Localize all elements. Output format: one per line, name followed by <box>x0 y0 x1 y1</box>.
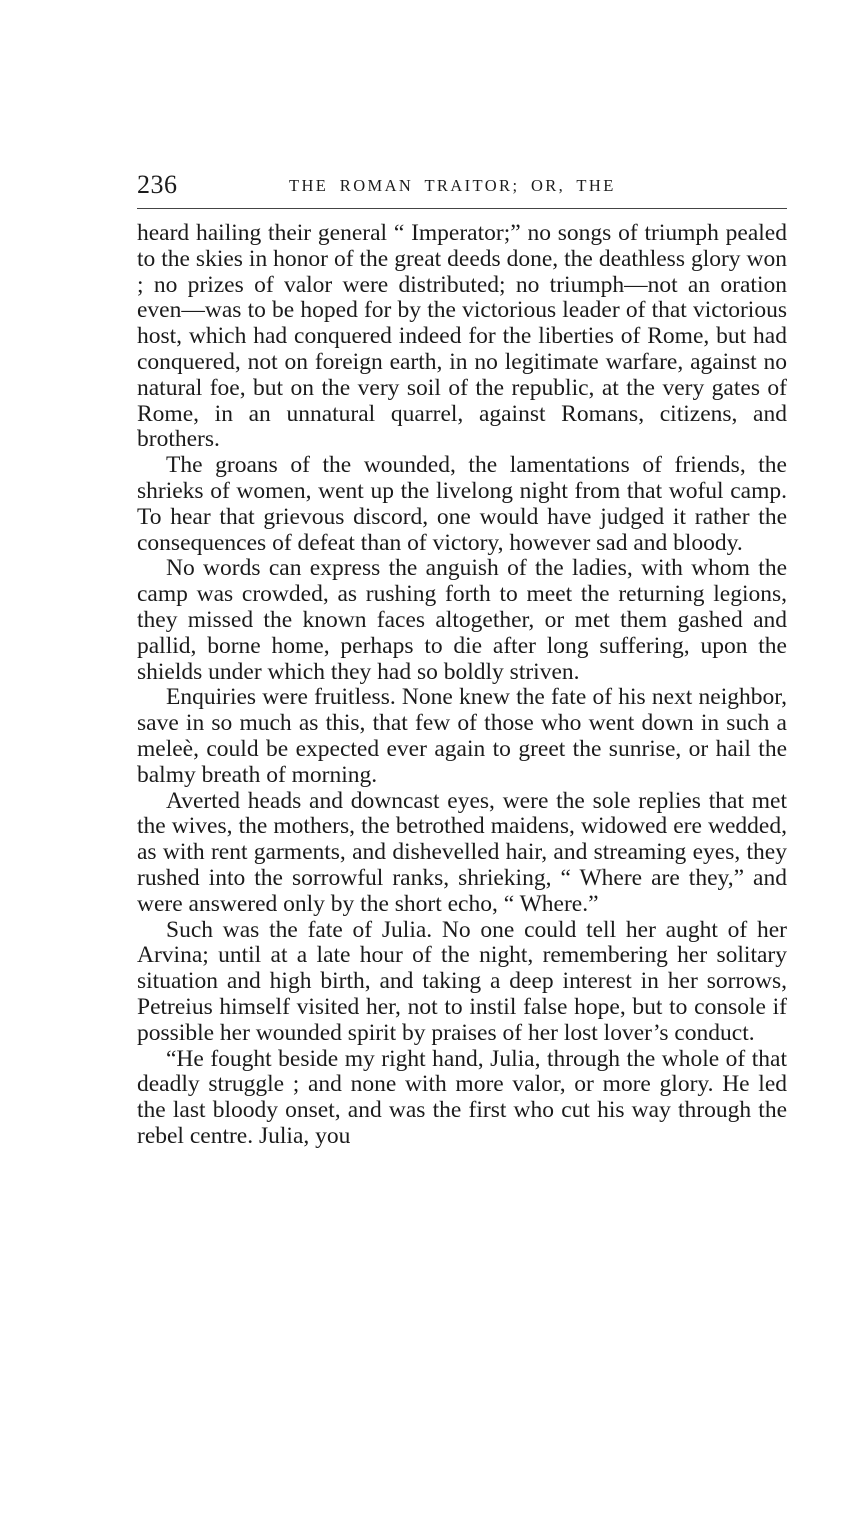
header-rule <box>137 208 787 209</box>
paragraph-2: The groans of the wounded, the lamentations of friends, the shrieks of women, went up the livelong night from that woful camp. To hear that grievous discord, one would have judged it rather the consequences of defeat than of victory, however sad and bloody. <box>137 452 787 556</box>
body-text <box>137 221 787 1150</box>
paragraph-1: heard hailing their general “ Imperator;” no songs of triumph pealed to the skies in honor of the great deeds done, the deathless glory won ; no prizes of valor were distributed; no triumph—not an oration even—was to be hoped for by the victorious leader of that victorious host, which had conquered indeed for the liberties of Rome, but had conquered, not on foreign earth, in no legitimate warfare, against no natural foe, but on the very soil of the republic, at the very gates of Rome, in an unnatural quarrel, against Romans, citizens, and brothers. <box>137 220 787 453</box>
running-title: THE ROMAN TRAITOR; OR, THE <box>289 176 616 195</box>
paragraph-5: Averted heads and downcast eyes, were the sole replies that met the wives, the mothers, the betrothed maidens, widowed ere wedded, as with rent garments, and dishevelled hair, and streaming eyes, they rushed into the sorrowful ranks, shrieking, “ Where are they,” and were answered only by the short echo, “ Where.” <box>137 787 787 917</box>
running-head <box>137 170 787 200</box>
paragraph-7: “He fought beside my right hand, Julia, through the whole of that deadly struggle ; and none with more valor, or more glory. He led the last bloody onset, and was the first who cut his way through the rebel centre. Julia, you <box>137 1045 787 1149</box>
paragraph-4: Enquiries were fruitless. None knew the fate of his next neighbor, save in so much as this, that few of those who went down in such a meleè, could be expected ever again to greet the sunrise, or hail the balmy breath of morning. <box>137 684 787 788</box>
paragraph-6: Such was the fate of Julia. No one could tell her aught of her Arvina; until at a late hour of the night, remembering her solitary situation and high birth, and taking a deep interest in her sorrows, Petreius himself visited her, not to instil false hope, but to console if possible her wounded spirit by praises of her lost lover’s conduct. <box>137 916 787 1046</box>
paragraph-3: No words can express the anguish of the ladies, with whom the camp was crowded, as rushing forth to meet the returning legions, they missed the known faces altogether, or met them gashed and pallid, borne home, perhaps to die after long suffering, upon the shields under which they had so boldly striven. <box>137 555 787 685</box>
page-number: 236 <box>137 170 178 199</box>
